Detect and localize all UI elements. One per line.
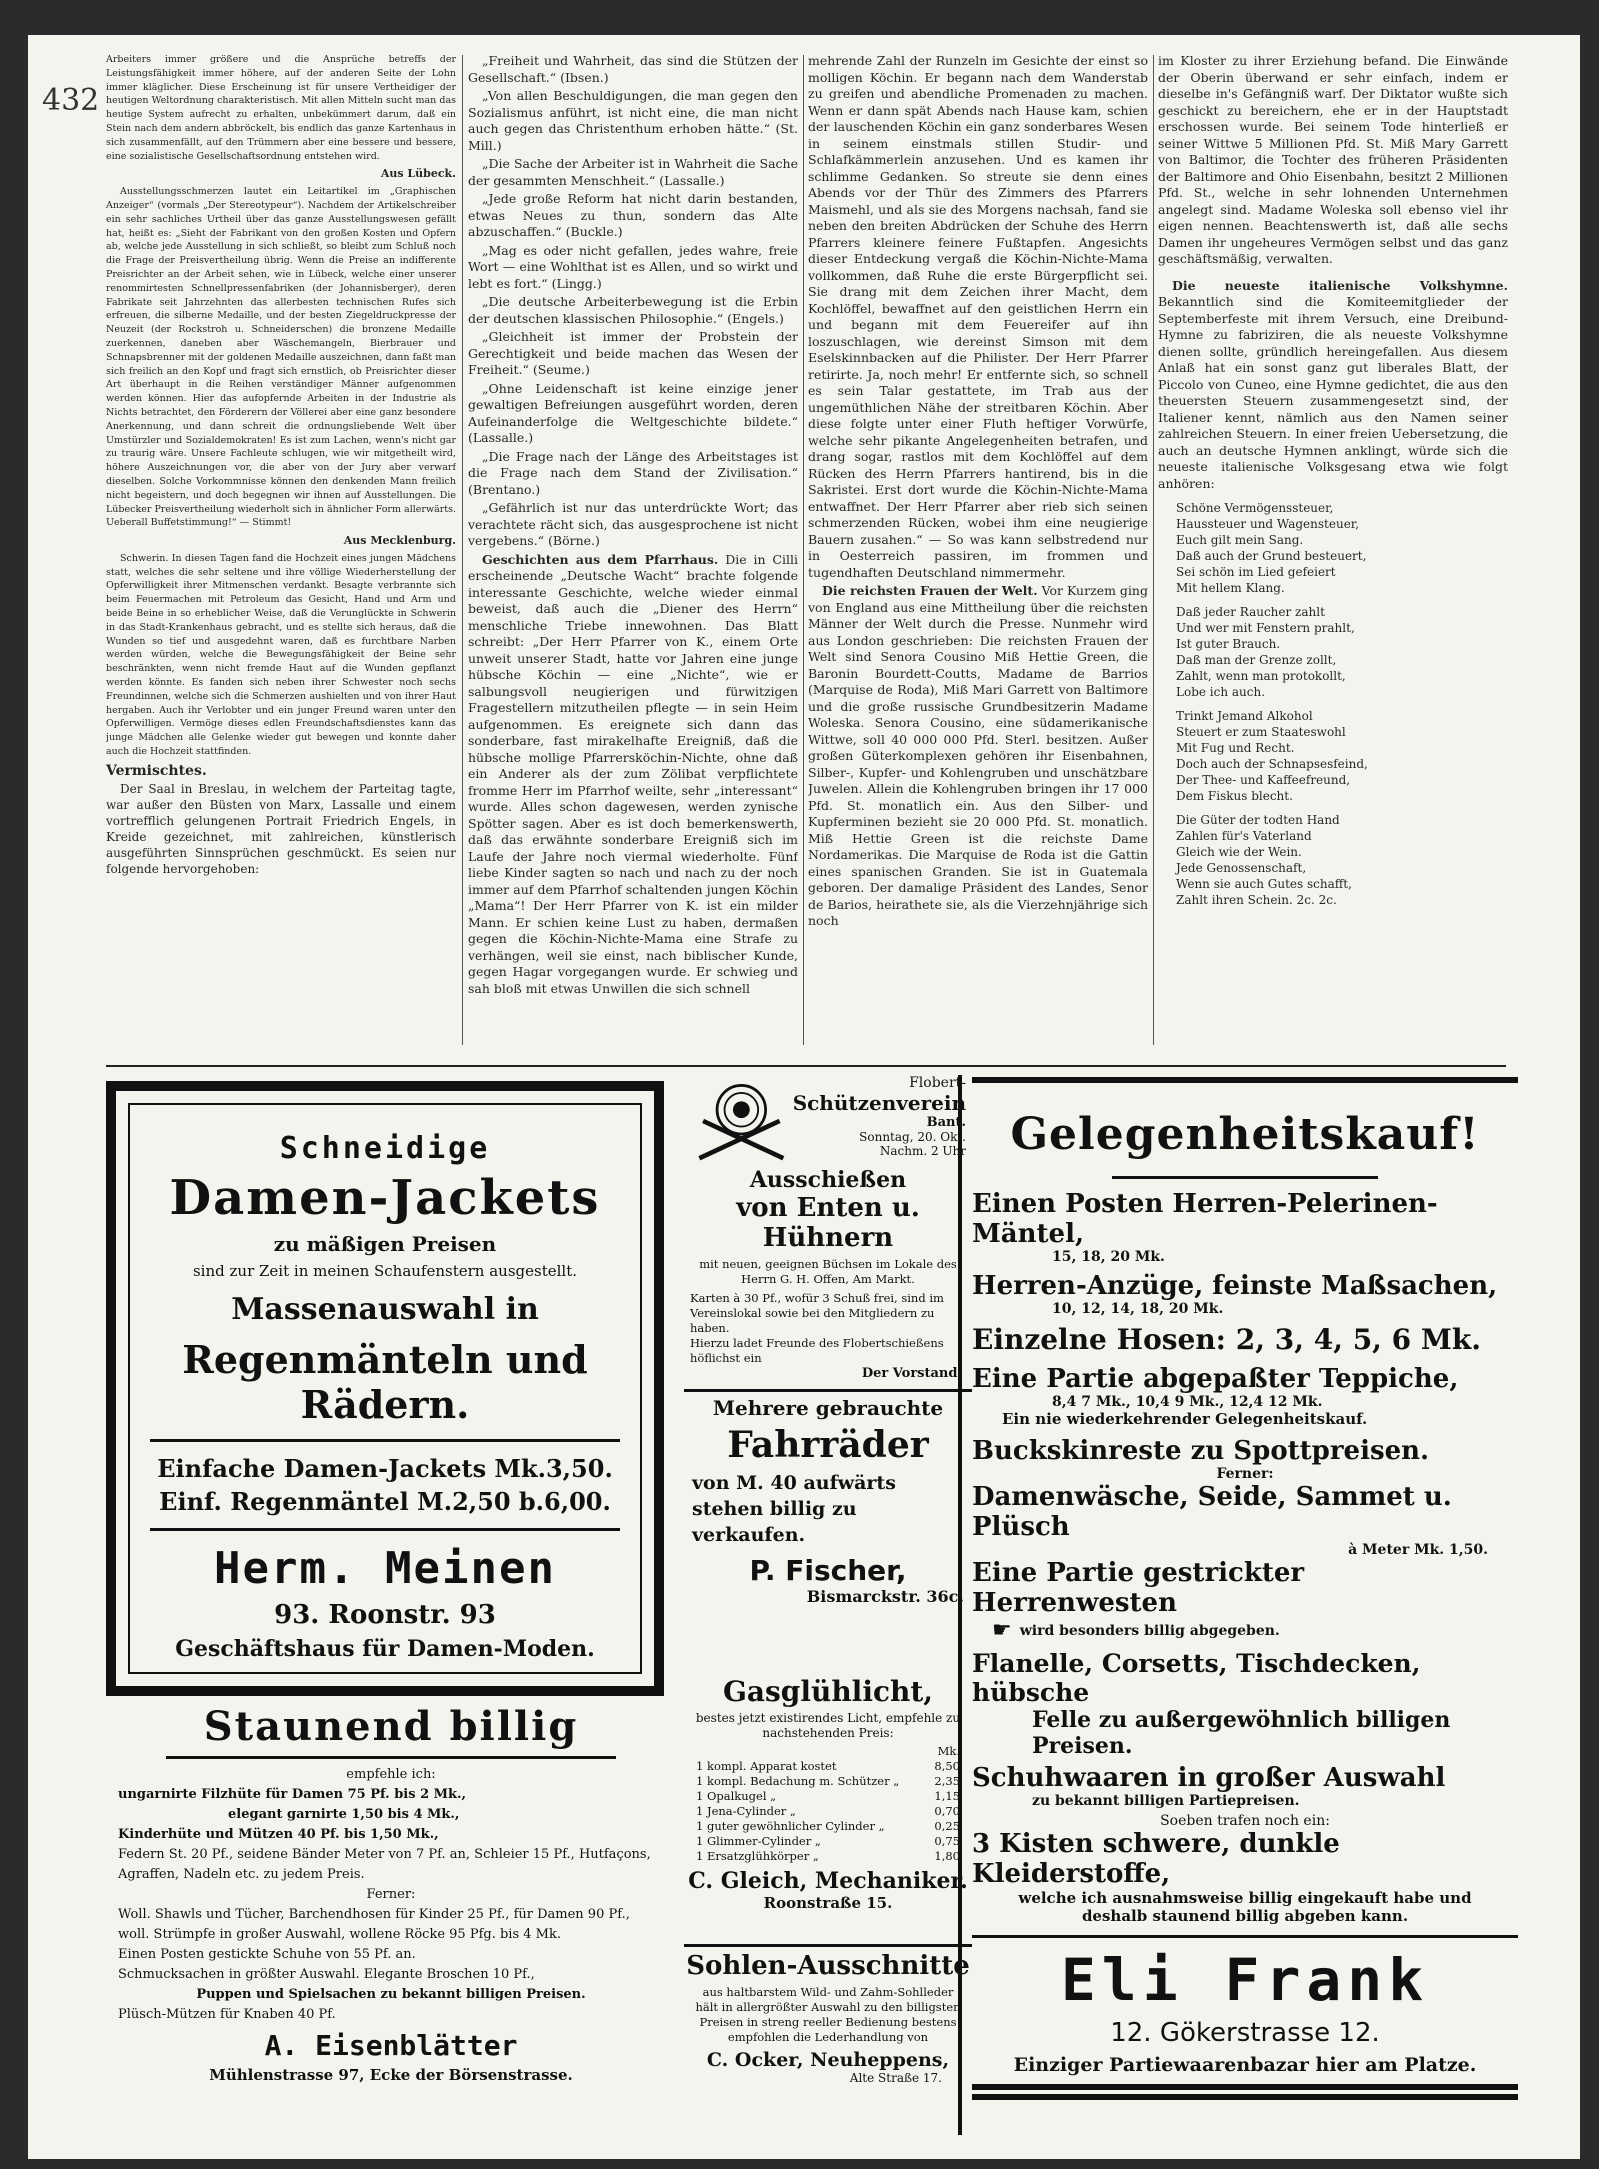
poem-line: Zahlen für's Vaterland: [1176, 829, 1312, 843]
article-pfarrhaus-cont: mehrende Zahl der Runzeln im Gesichte der einst so molligen Köchin. Er begann nach dem Wanderstab zu greifen und abendliche Promenaden zu machen. Wenn er dann spät Abends nach Hause kam, schien der lauschenden Köchin ein ganz sonderbares Wesen in seinem einstmals stillen Studir- und Schlafkämmerlein anzusehen. Und es kamen ihr schlimme Gedanken. So streute sie denn eines Abends vor der Thür des Zimmers des Pfarrers Maismehl, und als sie des Morgens nachsah, fand sie neben den breiten Abdrücken der Schuhe des Herrn Pfarrers kleinere feinere Fußtapfen. Angesichts dieser Entdeckung vergaß die Köchin-Nichte-Mama vollkommen, daß Ruhe die erste Bürgerpflicht sei. Sie drang mit dem Zeichen ihrer Macht, dem Kochlöffel, bewaffnet auf den geistlichen Herrn ein und begann mit dem Feuereifer auf ihn loszuschlagen, wie dereinst Simson mit dem Eselskinnbacken auf die Philister. Der Herr Pfarrer retirirte. Ja, noch mehr! Er entfernte sich, so schnell es sein Talar gestattete, im Trab aus der ungemüthlichen Nähe der streitbaren Köchin. Aber diese folgte unter einer Fluth heftiger Vorwürfe, welche sehr pikante Angelegenheiten betrafen, und drang sogar, rastlos mit dem Kochlöffel auf dem Rücken des Herrn Pfarrers hantirend, bis in die Sakristei. Erst dort wurde die Köchin-Nichte-Mama entwaffnet. Der Herr Pfarrer aber rieb sich seinen schmerzenden Rücken, wobei ihm eine neugierige Bauern zusahen.“ — So was kann selbstredend nur in Oesterreich passiren, im frommen und tugendhaften Deutschland nimmermehr.: [808, 53, 1148, 580]
price-value: 2,35: [934, 1774, 960, 1788]
poem-stanza: [1158, 604, 1508, 700]
poem-line: Sei schön im Lied gefeiert: [1176, 565, 1336, 579]
poem-line: Wenn sie auch Gutes schafft,: [1176, 877, 1352, 891]
ad-line: empfehle ich:: [346, 1767, 436, 1782]
ad-merchant-name: Herm. Meinen: [214, 1543, 556, 1594]
ad-line: elegant garnirte 1,50 bis 4 Mk.,: [228, 1807, 460, 1822]
ad-headline: Mehrere gebrauchte: [712, 1396, 944, 1420]
section-heading-vermischtes: Vermischtes.: [106, 762, 207, 779]
poem-line: Mit hellem Klang.: [1176, 581, 1285, 595]
ad-line: Einen Posten gestickte Schuhe von 55 Pf. an.: [118, 1947, 416, 1962]
ad-title: Fahrräder: [727, 1424, 929, 1466]
column-2: [468, 53, 798, 1053]
ad-rule: [972, 2084, 1518, 2090]
ad-text: sind zur Zeit in meinen Schaufenstern ausgestellt.: [192, 1262, 578, 1280]
ad-damen-jackets: [106, 1081, 664, 1696]
poem-line: Haussteuer und Wagensteuer,: [1176, 517, 1360, 531]
ad-merchant-name: A. Eisenblätter: [264, 2029, 518, 2062]
section-heading-mecklenburg: Aus Mecklenburg.: [343, 534, 456, 548]
ad-rule: [166, 1756, 616, 1759]
ad-price: 10, 12, 14, 18, 20 Mk.: [1052, 1301, 1224, 1317]
poem-stanza: [1158, 500, 1508, 596]
ad-headline: Regenmänteln und Rädern.: [182, 1337, 588, 1427]
ad-line: Plüsch-Mützen für Knaben 40 Pf.: [118, 2007, 336, 2022]
price-value: 0,70: [934, 1804, 960, 1818]
ad-line: Schmucksachen in größter Auswahl. Elegante Broschen 10 Pf.,: [118, 1967, 535, 1982]
poem-line: Dem Fiskus blecht.: [1176, 789, 1293, 803]
poem-stanza: [1158, 708, 1508, 804]
ad-line: ungarnirte Filzhüte für Damen 75 Pf. bis 2 Mk.,: [118, 1787, 467, 1802]
price-item: 1 Ersatzglühkörper „: [696, 1849, 819, 1863]
ad-rule: [684, 1389, 972, 1392]
ad-price: 15, 18, 20 Mk.: [1052, 1249, 1165, 1265]
poem-line: Schöne Vermögenssteuer,: [1176, 501, 1334, 515]
poem-line: Zahlt, wenn man protokollt,: [1176, 669, 1346, 683]
page-number: 432: [42, 83, 100, 118]
price-item: 1 kompl. Bedachung m. Schützer „: [696, 1774, 900, 1788]
quote: „Freiheit und Wahrheit, das sind die Stützen der Gesellschaft.“ (Ibsen.): [468, 53, 798, 85]
ad-line: Ein nie wiederkehrender Gelegenheitskauf.: [1002, 1410, 1368, 1428]
article-heading-reichste-frauen: Die reichsten Frauen der Welt.: [822, 583, 1038, 598]
price-row: [684, 1819, 972, 1834]
ad-text: Karten à 30 Pf., wofür 3 Schuß frei, sind im Vereinslokal sowie bei den Mitgliedern zu haben.: [690, 1291, 944, 1335]
ad-address: Roonstraße 15.: [763, 1894, 893, 1912]
ad-line: Buckskinreste zu Spottpreisen.: [972, 1436, 1430, 1466]
quote: „Ohne Leidenschaft ist keine einzige jener gewaltigen Befreiungen ausgeführt worden, deren Aufeinanderfolge die Weltgeschichte bildete.“ (Lassalle.): [468, 380, 798, 445]
article-heading-pfarrhaus: Geschichten aus dem Pfarrhaus.: [482, 551, 719, 567]
ad-text: Hierzu ladet Freunde des Flobertschießens höflichst ein: [690, 1336, 944, 1365]
price-item: 1 Glimmer-Cylinder „: [696, 1834, 821, 1848]
article-heading-volkshymne: Die neueste italienische Volkshymne.: [1172, 277, 1508, 293]
quote: „Gleichheit ist immer der Probstein der Gerechtigkeit und beide machen das Wesen der Freiheit.“ (Seume.): [468, 329, 798, 377]
ad-flobert-schuetzenverein: [684, 1075, 972, 1381]
poem-line: Daß jeder Raucher zahlt: [1176, 605, 1325, 619]
quote: „Die Frage nach der Länge des Arbeitstages ist die Frage nach dem Stand der Zivilisation.“ (Brentano.): [468, 448, 798, 497]
quote: „Von allen Beschuldigungen, die man gegen den Sozialismus anführt, ist nicht eine, die man nicht auch gegen das Christenthum erhoben hätte.“ (St. Mill.): [468, 88, 798, 153]
quote: „Die Sache der Arbeiter ist in Wahrheit die Sache der gesammten Menschheit.“ (Lassalle.): [468, 156, 798, 188]
ad-rule: [1112, 1176, 1378, 1179]
quote: „Mag es oder nicht gefallen, jedes wahre, freie Wort — eine Wohlthat ist es Allen, und so wirkt und lebt es fort.“ (Lingg.): [468, 242, 798, 291]
ad-title: Gasglühlicht,: [722, 1675, 934, 1708]
ad-line: Felle zu außergewöhnlich billigen Preisen.: [1032, 1707, 1451, 1759]
ad-line: Eine Partie abgepaßter Teppiche,: [972, 1364, 1459, 1394]
ad-line: Eine Partie gestrickter Herrenwesten: [972, 1558, 1305, 1618]
ad-title: Sohlen-Ausschnitte: [686, 1951, 970, 1981]
ad-gasgluehlicht: [684, 1675, 972, 1935]
poem-line: Trinkt Jemand Alkohol: [1176, 709, 1313, 723]
ad-line: welche ich ausnahmsweise billig eingekauft habe und deshalb staunend billig abgeben kann.: [1018, 1889, 1472, 1925]
column-divider: [462, 55, 463, 1045]
poem-line: Lobe ich auch.: [1176, 685, 1266, 699]
ad-line: Flobert-: [909, 1075, 966, 1091]
ad-signature: Der Vorstand.: [861, 1366, 962, 1381]
ad-price: Einfache Damen-Jackets Mk.3,50.: [157, 1454, 613, 1483]
ad-rule: [684, 1944, 972, 1947]
price-row: [684, 1789, 972, 1804]
ad-address: Mühlenstrasse 97, Ecke der Börsenstrasse.: [209, 2066, 573, 2084]
ad-headline: Ausschießen: [749, 1167, 907, 1193]
ad-tagline: Geschäftshaus für Damen-Moden.: [175, 1636, 595, 1662]
ad-price: à Meter Mk. 1,50.: [1348, 1542, 1488, 1558]
price-item: 1 Opalkugel „: [696, 1789, 777, 1803]
newspaper-page: [28, 35, 1580, 2159]
price-value: 1,80: [934, 1849, 960, 1863]
ad-line: Woll. Shawls und Tücher, Barchendhosen für Kinder 25 Pf., für Damen 90 Pf., woll. Strümpfe in großer Auswahl, wollene Röcke 95 Pfg. bis 4 Mk.: [118, 1907, 630, 1942]
ad-line: zu bekannt billigen Partiepreisen.: [1032, 1793, 1300, 1809]
ad-line: Flanelle, Corsetts, Tischdecken, hübsche: [972, 1649, 1421, 1707]
ad-tagline: Einziger Partiewaarenbazar hier am Platze.: [1013, 2054, 1477, 2076]
ad-merchant-name: Eli Frank: [1060, 1946, 1430, 2014]
quote: „Gefährlich ist nur das unterdrückte Wort; das verachtete rächt sich, das ausgesprochene ist nicht vergebens.“ (Börne.): [468, 500, 798, 548]
column-4: [1158, 53, 1508, 1053]
column-divider: [803, 55, 804, 1045]
ad-time: Nachm. 2 Uhr: [879, 1144, 966, 1158]
ad-body: [106, 1765, 676, 2025]
ad-date: Sonntag, 20. Okt.: [859, 1130, 966, 1144]
price-row: [684, 1759, 972, 1774]
section-heading-luebeck: Aus Lübeck.: [380, 167, 456, 181]
price-value: 0,25: [934, 1819, 960, 1833]
ad-line: wird besonders billig abgegeben.: [1019, 1622, 1280, 1639]
ad-subline: zu mäßigen Preisen: [273, 1232, 497, 1256]
price-row: [684, 1834, 972, 1849]
ad-sohlen-ausschnitte: [684, 1940, 972, 2140]
ad-line: Herren-Anzüge, feinste Maßsachen,: [972, 1271, 1498, 1301]
ad-line: Einzelne Hosen: 2, 3, 4, 5, 6 Mk.: [972, 1323, 1482, 1356]
article-volkshymne: Bekanntlich sind die Komiteemitglieder der Septemberfeste mit ihrem Versuch, eine Dreibund-Hymne zu fabriziren, die als neueste Volkshymne dienen sollte, gründlich hereingefallen. Aus diesem Anlaß hat ein sonst ganz gut liberales Blatt, der Piccolo von Cuneo, eine Hymne gedichtet, die aus den theuersten Steuern zusammengesetzt sind, der Italiener kennt, nämlich aus den Namen seiner zahlreichen Steuern. In einer freien Uebersetzung, die auch an deutsche Hymnen anklingt, würde sich die neueste italienische Volksgesang etwa wie folgt anhören:: [1158, 294, 1508, 491]
article-breslau: Der Saal in Breslau, in welchem der Parteitag tagte, war außer den Büsten von Marx, Lassalle und einem vortrefflich gelungenen Portrait Friedrich Engels, in Kreide gezeichnet, mit zahlreichen, künstlerisch ausgeführten Sinnsprüchen geschmückt. Es seien nur folgende hervorgehoben:: [106, 781, 456, 876]
ad-line: Puppen und Spielsachen zu bekannt billigen Preisen.: [196, 1987, 586, 2002]
ad-line: Schuhwaaren in großer Auswahl: [972, 1763, 1446, 1793]
ad-line: Damenwäsche, Seide, Sammet u. Plüsch: [972, 1482, 1452, 1542]
ad-rule: [972, 1077, 1518, 1083]
poem-line: Ist guter Brauch.: [1176, 637, 1281, 651]
poem-line: Daß auch der Grund besteuert,: [1176, 549, 1367, 563]
column-divider: [1153, 55, 1154, 1045]
pointing-hand-icon: ☛: [992, 1618, 1012, 1643]
ad-fahrraeder: [684, 1385, 972, 1675]
quote: „Die deutsche Arbeiterbewegung ist die Erbin der deutschen klassischen Philosophie.“ (Engels.): [468, 294, 798, 326]
article-pfarrhaus: Die in Cilli erscheinende „Deutsche Wacht“ brachte folgende interessante Geschichte, welche wieder einmal beweist, daß auch die „Diener des Herrn“ menschliche Triebe innewohnen. Das Blatt schreibt: „Der Herr Pfarrer von K., einem Orte unweit unserer Stadt, hatte vor Jahren eine junge hübsche Köchin — eine „Nichte“, wie er salbungsvoll neugierigen und fürwitzigen Fragestellern mitzutheilen pflegte — in sein Heim aufgenommen. Es ereignete sich dann das sonderbare, fast mirakelhafte Ereigniß, daß die hübsche mollige Pfarrersköchin-Nichte, ohne daß ein Anderer als der zum Zölibat verpflichtete fromme Herr im Pfarrhof weilte, sehr „interessant“ wurde. Alles schon dagewesen, werden zynische Spötter sagen. Aber es ist doch bemerkenswerth, daß das erwähnte sonderbare Ereigniß sich im Laufe der Jahre noch viermal wiederholte. Fünf liebe Kinder sagten so nach und nach zu der noch immer auf dem Pfarrhof schaltenden jungen Köchin „Mama“! Der Herr Pfarrer von K. ist ein milder Mann. Er schien keine Lust zu haben, dermaßen gegen die Köchin-Nichte-Mama eine Strafe zu verhängen, weil sie einst, nach biblischer Kunde, gegen Hagar vorgegangen wurde. Er schwieg und sah bloß mit etwas Unwillen die sich schnell: [468, 551, 798, 996]
price-item: 1 guter gewöhnlicher Cylinder „: [696, 1819, 885, 1833]
price-unit-label: Mk.: [937, 1744, 960, 1758]
poem: [1158, 500, 1508, 908]
poem-line: Zahlt ihren Schein. 2c. 2c.: [1176, 893, 1337, 907]
ad-title: Schützenverein: [792, 1091, 966, 1115]
section-divider: [106, 1065, 1506, 1067]
price-item: 1 kompl. Apparat kostet: [696, 1759, 837, 1773]
poem-line: Mit Fug und Recht.: [1176, 741, 1295, 755]
ad-address: Alte Straße 17.: [849, 2071, 942, 2085]
poem-line: Gleich wie der Wein.: [1176, 845, 1302, 859]
ad-line: Soeben trafen noch ein:: [1160, 1813, 1330, 1829]
article-luebeck: Ausstellungsschmerzen lautet ein Leitartikel im „Graphischen Anzeiger“ (vormals „Der Stereotypeur“). Nachdem der Artikelschreiber ein sehr sachliches Urtheil über das ganze Ausstellungswesen gefällt hat, heißt es: „Sieht der Fabrikant von den großen Kosten und Opfern ab, welche jede Ausstellung in sich schließt, so bleibt zum Schluß noch die Frage der Preisvertheilung übrig. Wenn die Preise an indifferente Preisrichter an der Arbeit sehen, wie in Lübeck, welche einer unserer renommirtesten Schnellpressenfabriken (der Johannisberger), deren Fabrikate seit Jahrzehnten das allerbesten technischen Rufes sich erfreuen, die silberne Medaille, und der besten Ziegeldruckpresse der Neuzeit (der Rockstroh u. Schneiderschen) die bronzene Medaille zuerkennen, daneben aber Wäschemangeln, Bierbrauer und Schnapsbrenner mit der goldenen Medaille auszeichnen, dann faßt man sich freilich an den Kopf und fragt sich ernstlich, ob Preisrichter dieser Art überhaupt in die Reihen verständiger Männer aufgenommen werden können. Hier das aufopfernde Arbeiten in der Industrie als Nichts betrachtet, den Förderern der Völlerei aber eine ganz besondere Anerkennung, und dann schreit die ordnungsliebende Welt über Umstürzler und Sozialdemokraten! Es ist zum Lachen, wenn's nicht gar zu traurig wäre. Unsere Fachleute schlugen, wie wir mitgetheilt wird, höhere Auszeichnungen vor, die aber von der Jury aber verwarf dieselben. Solche Vorkommnisse können den denkenden Mann freilich nicht begeistern, und doch begegnen wir ihnen auf Ausstellungen. Die Lübecker Preisvertheilung wiederholt sich in ähnlicher Form allerwärts. Ueberall Buffetstimmung!“ — Stimmt!: [106, 186, 456, 529]
target-rifles-icon: [690, 1075, 793, 1165]
price-value: 0,75: [934, 1834, 960, 1848]
ad-line: Ferner:: [1216, 1466, 1274, 1482]
article-reichste-frauen-cont: im Kloster zu ihrer Erziehung befand. Die Einwände der Oberin überwand er sehr einfach, indem er dieselbe in's Gefängniß warf. Der Diktator wußte sich geschickt zu bereichern, ehe er in der Hauptstadt erschossen wurde. Bei seinem Tode hinterließ er seiner Wittwe 5 Millionen Pfd. St. Miß Mary Garrett von Baltimor, die Tochter des früheren Präsidenten der Baltimore and Ohio Eisenbahn, besitzt 2 Millionen Pfd. St., welche in sehr lohnenden Unternehmen angelegt sind. Madame Woleska soll ebenso viel ihr eigen nennen. Beachtenswerth ist, daß alle sechs Damen ihr ungeheures Vermögen selbst und das ganz geschäftsmäßig, verwalten.: [1158, 53, 1508, 266]
ad-rule: [150, 1528, 620, 1531]
ad-text: mit neuen, geeignen Büchsen im Lokale des Herrn G. H. Offen, Am Markt.: [699, 1257, 957, 1286]
article-schwerin: Schwerin. In diesen Tagen fand die Hochzeit eines jungen Mädchens statt, welches die sehr seltene und ihre völlige Wiederherstellung der Opferwilligkeit ihrer Mitmenschen verdankt. Besagte verbrannte sich beim Feuermachen mit Petroleum das Gesicht, Hand und Arm und beide Beine in so erheblicher Weise, daß die Verunglückte in Schwerin in das Stadt-Krankenhaus gebracht, und es stellte sich heraus, daß die Wunden so tief und ausgedehnt waren, daß es furchtbare Narben werden würden, welche die Bewegungsfähigkeit der Beine sehr beschränkten, wenn nicht fremde Haut auf die Wunden gepflanzt werden könnte. Es fanden sich neben ihrer Schwester noch sechs Freundinnen, welche sich die Schmerzen aushielten und von ihrer Haut hergaben. Auch ihr Verlobter und ein junger Freund waren unter den Opferwilligen. Vermöge dieses edlen Freundschaftsdienstes kann das junge Mädchen alle Gelenke wieder gut bewegen und konnte daher auch die Hochzeit stattfinden.: [106, 552, 456, 758]
ad-text: aus haltbarstem Wild- und Zahm-Sohlleder hält in allergrößter Auswahl zu den billigsten Preisen in streng reeller Bedienung bestens empfohlen die Lederhandlung von: [695, 1985, 961, 2044]
ad-text: bestes jetzt existirendes Licht, empfehle zu nachstehenden Preis:: [695, 1711, 961, 1740]
poem-line: Der Thee- und Kaffeefreund,: [1176, 773, 1351, 787]
column-3: [808, 53, 1148, 1053]
ad-rule: [150, 1439, 620, 1442]
ad-gelegenheitskauf: [958, 1075, 1518, 2135]
ad-text: von M. 40 aufwärts stehen billig zu verkaufen.: [692, 1472, 896, 1546]
ad-merchant-name: P. Fischer,: [749, 1554, 907, 1587]
ad-line: Bant.: [926, 1115, 966, 1130]
price-row: [684, 1774, 972, 1789]
poem-line: Jede Genossenschaft,: [1176, 861, 1307, 875]
column-1: [106, 53, 456, 1093]
ad-headline: Schneidige: [279, 1131, 491, 1166]
ad-inner-frame: [128, 1103, 642, 1674]
ad-title: Gelegenheitskauf!: [1010, 1109, 1480, 1160]
poem-line: Die Güter der todten Hand: [1176, 813, 1340, 827]
poem-line: Steuert er zum Staateswohl: [1176, 725, 1346, 739]
poem-line: Doch auch der Schnapsesfeind,: [1176, 757, 1368, 771]
article-intro: Arbeiters immer größere und die Ansprüche betreffs der Leistungsfähigkeit immer höhere, auf der anderen Seite der Lohn immer kläglicher. Diese Erscheinung ist für unsere Vertheidiger der heutigen Weltordnung charakteristisch. Mit allen Mitteln sucht man das heutige System aufrecht zu erhalten, unbekümmert darum, daß ein Stein nach dem andern abbröckelt, bis endlich das ganze Kartenhaus in sich zusammenfällt, auf den Trümmern aber eine bessere und bessere, eine sozialistische Gesellschaftsordnung entstehen wird.: [106, 54, 456, 162]
article-reichste-frauen: Vor Kurzem ging von England aus eine Mittheilung über die reichsten Männer der Welt durch die Presse. Nunmehr wird aus London geschrieben: Die reichsten Frauen der Welt sind Senora Cousino Miß Hettie Green, die Baronin Bourdett-Coutts, Madame de Barrios (Marquise de Roda), Miß Mari Garrett von Baltimore und die große russische Grundbesitzerin Madame Woleska. Senora Cousino, eine südamerikanische Wittwe, soll 40 000 000 Pfd. Sterl. besitzen. Außer großen Güterkomplexen gehören ihr Eisenbahnen, Silber-, Kupfer- und Kohlengruben und unschätzbare Juwelen. Allein die Kohlengruben bringen ihr 17 000 Pfd. St. monatlich ein. Aus den Silber- und Kupferminen bezieht sie 20 000 Pfd. St. monatlich. Miß Hettie Green ist die reichste Dame Nordamerikas. Die Marquise de Roda ist die Gattin eines spanischen Granden. Sie ist in Guatemala geboren. Der damalige Präsident des Landes, Senor de Barios, heirathete sie, als die Vierzehnjährige sich noch: [808, 583, 1148, 928]
price-item: 1 Jena-Cylinder „: [696, 1804, 796, 1818]
ad-staunend-billig: [106, 1703, 676, 2123]
ad-rule: [972, 2094, 1518, 2100]
ad-address: 93. Roonstr. 93: [274, 1600, 496, 1630]
quote: „Jede große Reform hat nicht darin bestanden, etwas Neues zu thun, sondern das Alte abzuschaffen.“ (Buckle.): [468, 191, 798, 239]
ad-address: 12. Gökerstrasse 12.: [1110, 2018, 1380, 2048]
poem-stanza: [1158, 812, 1508, 908]
ad-headline: Massenauswahl in: [231, 1292, 539, 1327]
ad-line: Kinderhüte und Mützen 40 Pf. bis 1,50 Mk.,: [118, 1827, 439, 1842]
poem-line: Und wer mit Fenstern prahlt,: [1176, 621, 1355, 635]
ad-line: Einen Posten Herren-Pelerinen-Mäntel,: [972, 1189, 1438, 1249]
ad-price-unit: [684, 1744, 972, 1759]
poem-line: Euch gilt mein Sang.: [1176, 533, 1304, 547]
price-value: 8,50: [934, 1759, 960, 1773]
ad-rule: [972, 1935, 1518, 1938]
ad-title: Damen-Jackets: [169, 1170, 601, 1226]
ad-address: Bismarckstr. 36c.: [806, 1587, 964, 1606]
ad-line: 3 Kisten schwere, dunkle Kleiderstoffe,: [972, 1829, 1340, 1889]
ad-line: Ferner:: [366, 1887, 416, 1902]
poem-line: Daß man der Grenze zollt,: [1176, 653, 1337, 667]
ad-merchant-name: C. Ocker, Neuheppens,: [706, 2049, 950, 2071]
ad-line: Federn St. 20 Pf., seidene Bänder Meter von 7 Pf. an, Schleier 15 Pf., Hutfaçons, Agraffen, Nadeln etc. zu jedem Preis.: [118, 1847, 651, 1882]
price-value: 1,15: [934, 1789, 960, 1803]
ad-merchant-name: C. Gleich, Mechaniker.: [688, 1868, 968, 1894]
ad-price: Einf. Regenmäntel M.2,50 b.6,00.: [159, 1487, 611, 1516]
ad-title: Staunend billig: [203, 1703, 579, 1750]
price-row: [684, 1804, 972, 1819]
ad-headline: von Enten u. Hühnern: [736, 1193, 920, 1253]
ad-price: 8,4 7 Mk., 10,4 9 Mk., 12,4 12 Mk.: [1052, 1394, 1323, 1410]
price-row: [684, 1849, 972, 1864]
